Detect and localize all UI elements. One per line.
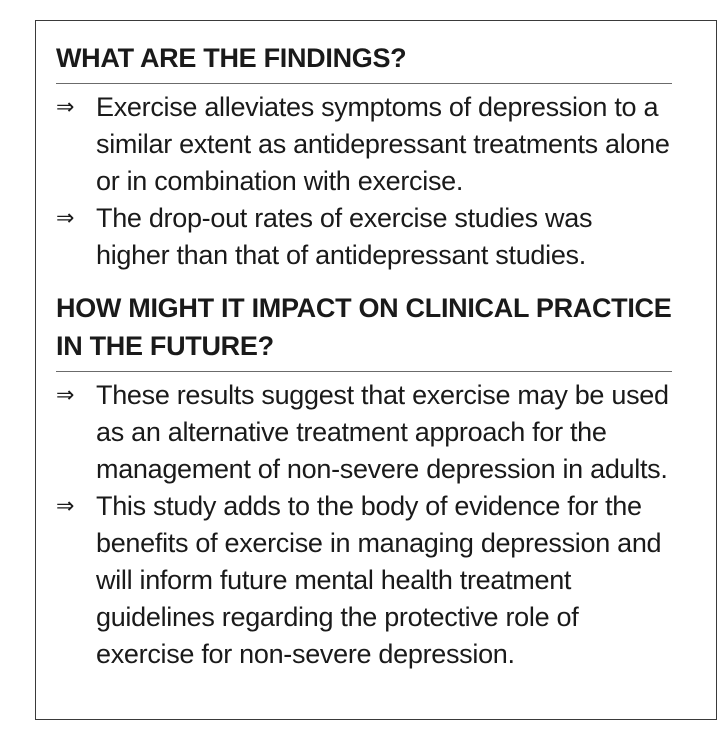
list-item — [56, 89, 672, 200]
implies-arrow-icon: ⇒ — [56, 383, 75, 408]
list-item-text: This study adds to the body of evidence for the benefits of exercise in managing depression and will inform future mental health treatment guidelines regarding the protective role of exercise for non-severe depression. — [96, 491, 662, 669]
list-item-text: Exercise alleviates symptoms of depression to a similar extent as antidepressant treatments alone or in combination with exercise. — [96, 92, 670, 196]
implies-arrow-icon: ⇒ — [56, 494, 75, 519]
impact-section — [56, 289, 672, 673]
findings-heading: WHAT ARE THE FINDINGS? — [56, 39, 672, 84]
list-item-text: The drop-out rates of exercise studies was higher than that of antidepressant studies. — [96, 203, 593, 270]
findings-section — [56, 39, 672, 274]
list-item — [56, 377, 672, 488]
summary-box — [35, 20, 717, 720]
implies-arrow-icon: ⇒ — [56, 206, 75, 231]
impact-list — [56, 377, 672, 673]
list-item-text: These results suggest that exercise may be used as an alternative treatment approach for the management of non-severe depression in adults. — [96, 380, 669, 484]
findings-list — [56, 89, 672, 274]
list-item — [56, 200, 672, 274]
impact-heading: HOW MIGHT IT IMPACT ON CLINICAL PRACTICE IN THE FUTURE? — [56, 289, 672, 372]
list-item — [56, 488, 672, 673]
implies-arrow-icon: ⇒ — [56, 95, 75, 120]
